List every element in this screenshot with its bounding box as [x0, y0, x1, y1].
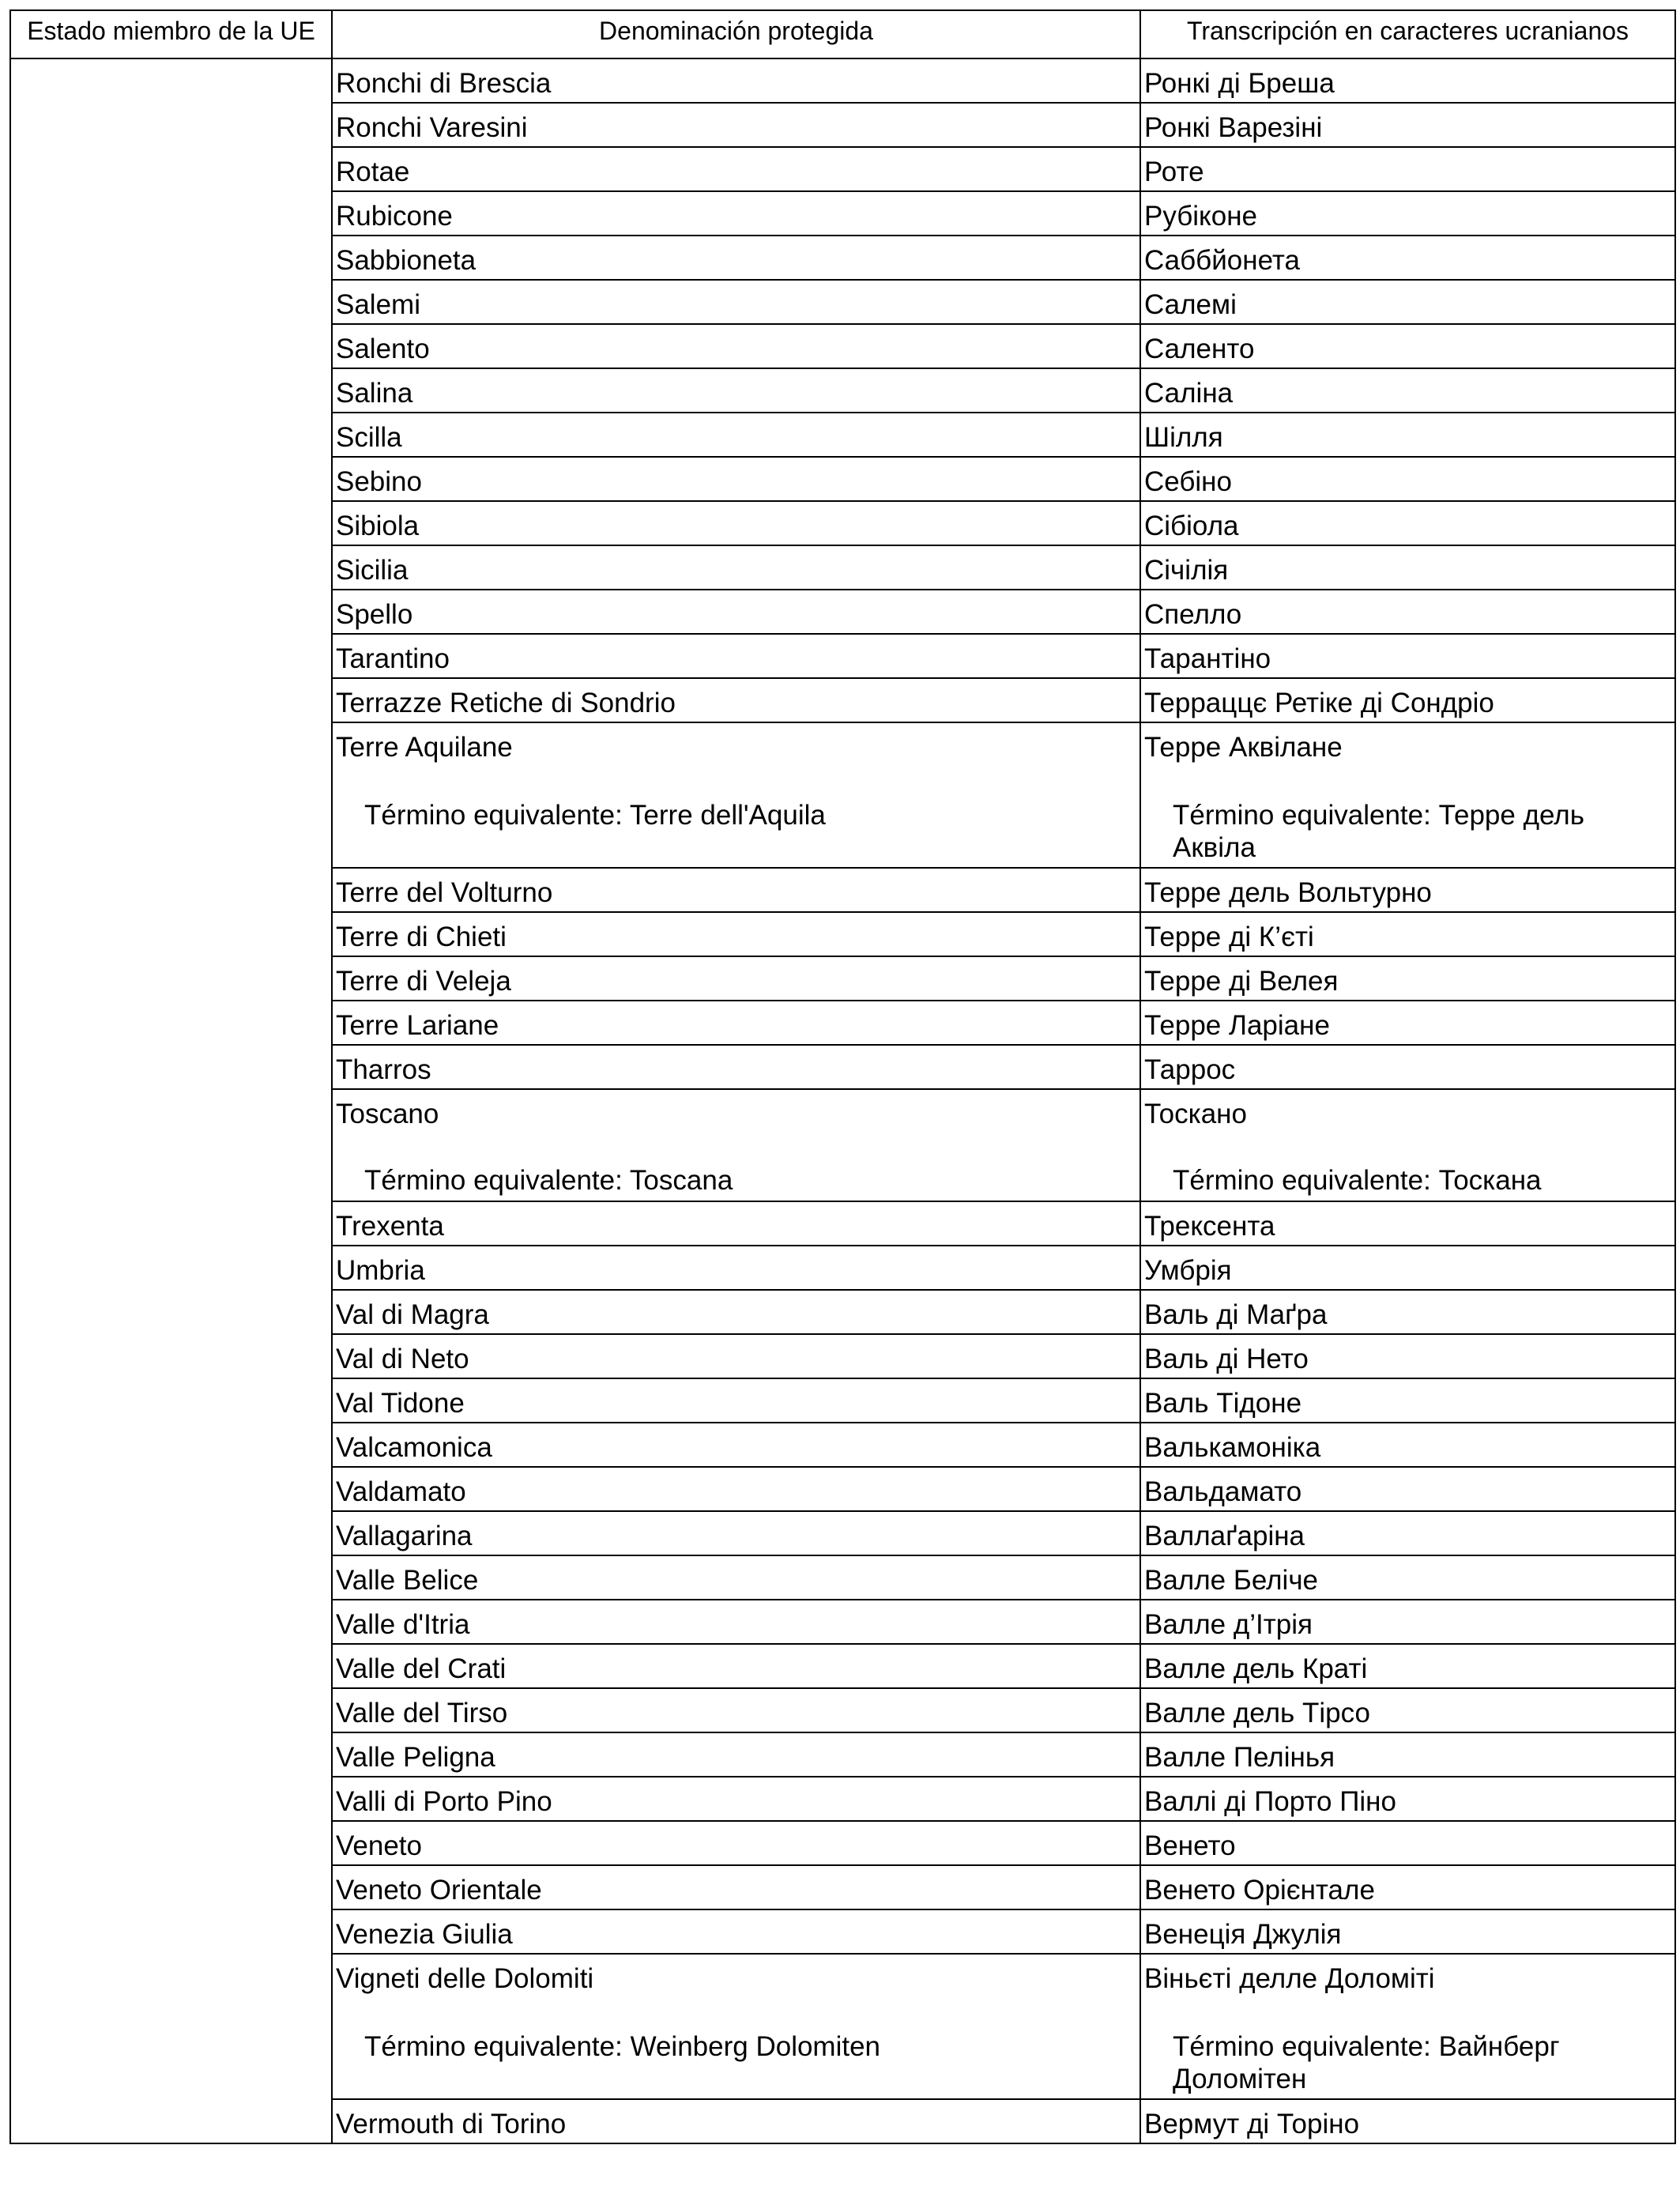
protected-name-cell: [332, 722, 1140, 868]
transcription-cell-equivalent-term: Término equivalente: Тоскана: [1173, 1165, 1542, 1196]
transcription-cell: [1140, 457, 1675, 501]
transcription-cell-text: Ронкі Варезіні: [1144, 112, 1323, 143]
member-state-cell: [10, 58, 332, 2143]
transcription-cell: [1140, 191, 1675, 236]
protected-name-cell-text: Scilla: [336, 422, 402, 453]
protected-name-cell: [332, 147, 1140, 191]
transcription-cell: [1140, 1089, 1675, 1201]
protected-name-cell: [332, 1246, 1140, 1290]
transcription-cell: [1140, 1001, 1675, 1045]
transcription-cell-text: Таррос: [1144, 1054, 1236, 1085]
transcription-cell-text: Терре Ларіане: [1144, 1010, 1330, 1041]
transcription-cell-text: Спелло: [1144, 599, 1242, 630]
transcription-cell: [1140, 1600, 1675, 1644]
transcription-cell-text: Саббйонета: [1144, 245, 1300, 276]
header-transcription: Transcripción en caracteres ucranianos: [1140, 10, 1675, 58]
protected-name-cell-text: Valle del Tirso: [336, 1698, 508, 1728]
protected-name-cell: [332, 1467, 1140, 1511]
protected-name-cell: [332, 1511, 1140, 1555]
protected-name-cell: [332, 103, 1140, 147]
protected-name-cell: [332, 280, 1140, 324]
transcription-cell-text: Терре Аквілане: [1144, 732, 1343, 763]
protected-name-cell: [332, 912, 1140, 956]
transcription-cell-text: Трексента: [1144, 1211, 1275, 1242]
transcription-cell-text: Валькамоніка: [1144, 1432, 1321, 1463]
transcription-cell: [1140, 634, 1675, 678]
protected-name-cell-text: Rotae: [336, 156, 410, 187]
protected-name-cell-text: Sabbioneta: [336, 245, 477, 276]
transcription-cell: [1140, 1821, 1675, 1865]
protected-name-cell-text: Ronchi Varesini: [336, 112, 528, 143]
transcription-cell: [1140, 1290, 1675, 1334]
table-body: [10, 58, 1675, 2143]
protected-name-cell-text: Terrazze Retiche di Sondrio: [336, 688, 676, 718]
protected-name-cell: [332, 368, 1140, 413]
transcription-cell: [1140, 678, 1675, 722]
protected-name-cell: [332, 678, 1140, 722]
transcription-cell: [1140, 1732, 1675, 1777]
protected-name-cell: [332, 590, 1140, 634]
protected-name-cell: [332, 1290, 1140, 1334]
protected-name-cell-text: Veneto Orientale: [336, 1875, 542, 1906]
protected-name-cell-text: Toscano: [336, 1099, 439, 1129]
transcription-cell-text: Шілля: [1144, 422, 1223, 453]
transcription-cell: [1140, 1378, 1675, 1423]
transcription-cell-equivalent-term: Término equivalente: Вайнберг Доломітен: [1173, 2031, 1560, 2094]
protected-name-cell: [332, 634, 1140, 678]
transcription-cell-text: Валлаґаріна: [1144, 1521, 1305, 1551]
transcription-cell: [1140, 236, 1675, 280]
protected-name-cell: [332, 1555, 1140, 1600]
protected-name-cell-equivalent-term: Término equivalente: Terre dell'Aquila: [364, 800, 826, 831]
transcription-cell-text: Терре дель Вольтурно: [1144, 877, 1432, 908]
transcription-cell-text: Себіно: [1144, 466, 1232, 497]
protected-name-cell-text: Umbria: [336, 1255, 425, 1286]
designations-table: [9, 9, 1676, 2144]
protected-name-cell-text: Valle d'Itria: [336, 1609, 470, 1640]
transcription-cell-text: Валле Беліче: [1144, 1565, 1319, 1596]
protected-name-cell-text: Terre Aquilane: [336, 732, 513, 763]
transcription-cell: [1140, 912, 1675, 956]
transcription-cell: [1140, 103, 1675, 147]
header-protected-name: Denominación protegida: [332, 10, 1140, 58]
protected-name-cell: [332, 1909, 1140, 1954]
protected-name-cell-equivalent-term: Término equivalente: Toscana: [364, 1165, 733, 1196]
protected-name-cell: [332, 1001, 1140, 1045]
transcription-cell-text: Венето: [1144, 1830, 1236, 1861]
protected-name-cell: [332, 1954, 1140, 2099]
table-header-row: [10, 10, 1675, 58]
protected-name-cell-text: Terre di Chieti: [336, 922, 507, 952]
transcription-cell: [1140, 545, 1675, 590]
protected-name-cell: [332, 1089, 1140, 1201]
protected-name-cell: [332, 1045, 1140, 1089]
protected-name-cell: [332, 1644, 1140, 1688]
transcription-cell: [1140, 1511, 1675, 1555]
protected-name-cell-text: Salemi: [336, 289, 420, 320]
protected-name-cell: [332, 1423, 1140, 1467]
protected-name-cell-text: Vermouth di Torino: [336, 2109, 567, 2139]
protected-name-cell: [332, 1865, 1140, 1909]
transcription-cell-text: Вальдамато: [1144, 1476, 1302, 1507]
transcription-cell-text: Валле дель Тірсо: [1144, 1698, 1370, 1728]
transcription-cell-text: Саленто: [1144, 334, 1255, 364]
protected-name-cell-text: Veneto: [336, 1830, 422, 1861]
transcription-cell-text: Саліна: [1144, 378, 1234, 409]
protected-name-cell-text: Val Tidone: [336, 1388, 465, 1419]
transcription-cell: [1140, 1467, 1675, 1511]
transcription-cell: [1140, 501, 1675, 545]
protected-name-cell: [332, 1378, 1140, 1423]
transcription-cell: [1140, 1334, 1675, 1378]
transcription-cell: [1140, 1423, 1675, 1467]
transcription-cell: [1140, 1688, 1675, 1732]
protected-name-cell-text: Val di Neto: [336, 1344, 469, 1374]
transcription-cell: [1140, 1954, 1675, 2099]
protected-name-cell-text: Valle del Crati: [336, 1653, 507, 1684]
transcription-cell-text: Терре ді Велея: [1144, 966, 1339, 997]
transcription-cell-text: Валле д’Ітрія: [1144, 1609, 1313, 1640]
protected-name-cell: [332, 236, 1140, 280]
protected-name-cell-text: Terre del Volturno: [336, 877, 553, 908]
protected-name-cell: [332, 1732, 1140, 1777]
transcription-cell: [1140, 956, 1675, 1001]
transcription-cell-text: Валь Тідоне: [1144, 1388, 1302, 1419]
transcription-cell-text: Терре ді К’єті: [1144, 922, 1314, 952]
protected-name-cell-text: Valcamonica: [336, 1432, 492, 1463]
transcription-cell: [1140, 1909, 1675, 1954]
transcription-cell-text: Умбрія: [1144, 1255, 1232, 1286]
protected-name-cell-text: Terre Lariane: [336, 1010, 499, 1041]
protected-name-cell: [332, 2099, 1140, 2143]
protected-name-cell-text: Terre di Veleja: [336, 966, 511, 997]
transcription-cell: [1140, 2099, 1675, 2143]
protected-name-cell: [332, 956, 1140, 1001]
transcription-cell: [1140, 1201, 1675, 1246]
protected-name-cell-text: Spello: [336, 599, 413, 630]
transcription-cell: [1140, 722, 1675, 868]
protected-name-cell-text: Valle Belice: [336, 1565, 479, 1596]
header-state: Estado miembro de la UE: [10, 10, 332, 58]
transcription-cell-text: Валле дель Краті: [1144, 1653, 1368, 1684]
protected-name-cell: [332, 545, 1140, 590]
protected-name-cell-text: Tharros: [336, 1054, 431, 1085]
transcription-cell: [1140, 58, 1675, 103]
protected-name-cell-text: Sibiola: [336, 511, 420, 541]
transcription-cell-text: Рубіконе: [1144, 201, 1258, 232]
protected-name-cell: [332, 457, 1140, 501]
protected-name-cell: [332, 1600, 1140, 1644]
transcription-cell-text: Віньєті делле Доломіті: [1144, 1963, 1435, 1994]
transcription-cell: [1140, 1777, 1675, 1821]
transcription-cell-equivalent-term: Término equivalente: Терре дель Аквіла: [1173, 800, 1584, 863]
transcription-cell: [1140, 590, 1675, 634]
transcription-cell: [1140, 280, 1675, 324]
protected-name-cell-text: Salento: [336, 334, 430, 364]
transcription-cell: [1140, 1644, 1675, 1688]
protected-name-cell-text: Valle Peligna: [336, 1742, 495, 1773]
protected-name-cell: [332, 1334, 1140, 1378]
transcription-cell-text: Салемі: [1144, 289, 1237, 320]
transcription-cell-text: Венето Орієнтале: [1144, 1875, 1375, 1906]
transcription-cell-text: Венеція Джулія: [1144, 1919, 1342, 1950]
protected-name-cell: [332, 58, 1140, 103]
protected-name-cell: [332, 501, 1140, 545]
protected-name-cell-text: Tarantino: [336, 643, 450, 674]
transcription-cell-text: Вермут ді Торіно: [1144, 2109, 1360, 2139]
transcription-cell-text: Тоскано: [1144, 1099, 1247, 1129]
table-row: [10, 58, 1675, 103]
protected-name-cell-text: Venezia Giulia: [336, 1919, 513, 1950]
transcription-cell-text: Роте: [1144, 156, 1204, 187]
transcription-cell: [1140, 368, 1675, 413]
protected-name-cell-text: Val di Magra: [336, 1299, 489, 1330]
transcription-cell-text: Січілія: [1144, 555, 1229, 586]
protected-name-cell-equivalent-term: Término equivalente: Weinberg Dolomiten: [364, 2031, 881, 2062]
protected-name-cell-text: Valli di Porto Pino: [336, 1786, 552, 1817]
protected-name-cell-text: Sicilia: [336, 555, 409, 586]
protected-name-cell: [332, 1821, 1140, 1865]
protected-name-cell-text: Trexenta: [336, 1211, 444, 1242]
transcription-cell: [1140, 147, 1675, 191]
transcription-cell: [1140, 1865, 1675, 1909]
transcription-cell-text: Валь ді Маґра: [1144, 1299, 1328, 1330]
protected-name-cell-text: Vigneti delle Dolomiti: [336, 1963, 594, 1994]
protected-name-cell: [332, 324, 1140, 368]
transcription-cell: [1140, 1555, 1675, 1600]
protected-name-cell-text: Ronchi di Brescia: [336, 68, 552, 99]
protected-name-cell-text: Rubicone: [336, 201, 453, 232]
transcription-cell: [1140, 1045, 1675, 1089]
protected-name-cell: [332, 191, 1140, 236]
transcription-cell-text: Ронкі ді Бреша: [1144, 68, 1335, 99]
protected-name-cell: [332, 413, 1140, 457]
transcription-cell-text: Валле Пелінья: [1144, 1742, 1335, 1773]
transcription-cell-text: Валлі ді Порто Піно: [1144, 1786, 1396, 1817]
protected-name-cell: [332, 1201, 1140, 1246]
protected-name-cell-text: Sebino: [336, 466, 422, 497]
transcription-cell-text: Валь ді Нето: [1144, 1344, 1309, 1374]
transcription-cell-text: Тарантіно: [1144, 643, 1271, 674]
protected-name-cell-text: Valdamato: [336, 1476, 466, 1507]
protected-name-cell-text: Vallagarina: [336, 1521, 473, 1551]
transcription-cell-text: Сібіола: [1144, 511, 1239, 541]
protected-name-cell: [332, 1777, 1140, 1821]
protected-name-cell: [332, 868, 1140, 912]
transcription-cell: [1140, 868, 1675, 912]
transcription-cell: [1140, 324, 1675, 368]
transcription-cell-text: Терраццє Ретіке ді Сондріо: [1144, 688, 1494, 718]
transcription-cell: [1140, 413, 1675, 457]
transcription-cell: [1140, 1246, 1675, 1290]
protected-name-cell: [332, 1688, 1140, 1732]
protected-name-cell-text: Salina: [336, 378, 413, 409]
